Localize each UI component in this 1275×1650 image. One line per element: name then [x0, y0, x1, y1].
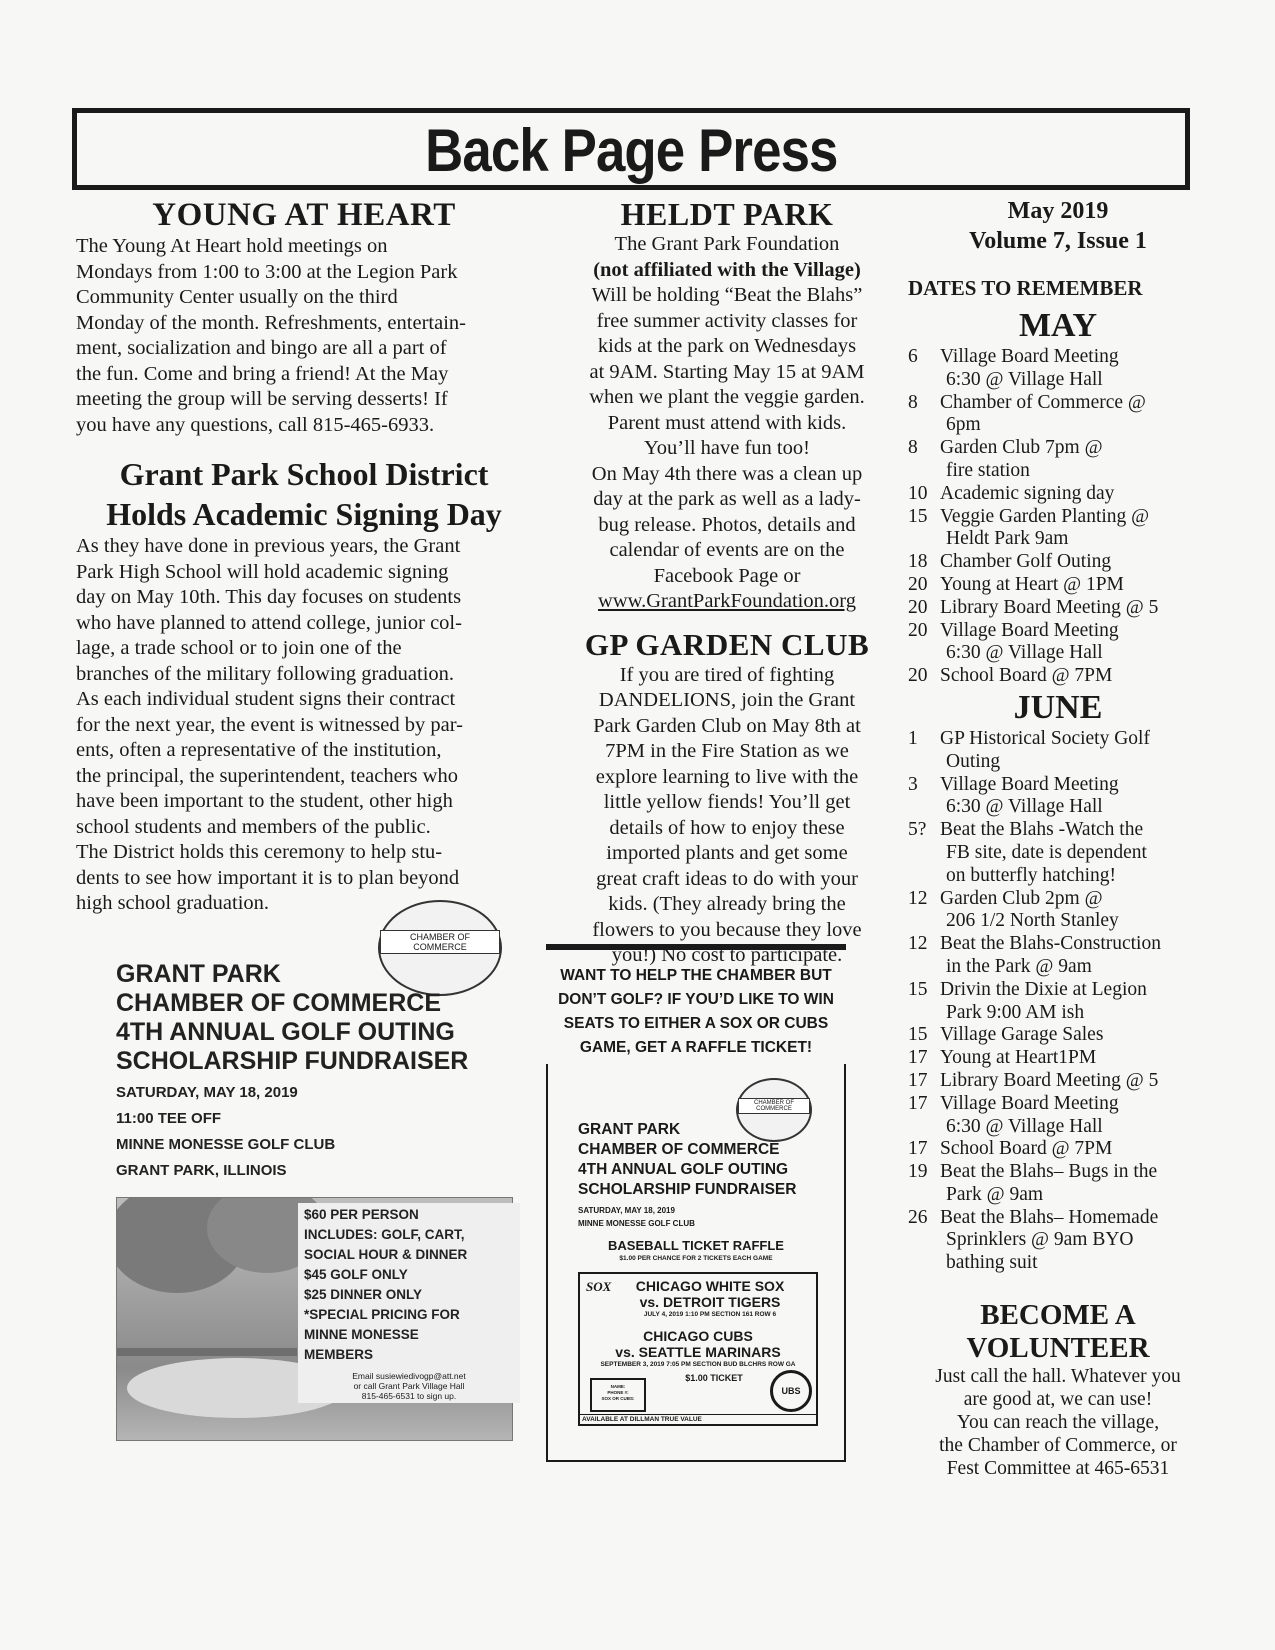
text-line: day on May 10th. This day focuses on students [76, 586, 462, 608]
event-day: 15 [908, 978, 928, 1000]
event-day [908, 528, 940, 551]
event-day [908, 642, 940, 665]
event-row [908, 665, 1208, 688]
price-line: SOCIAL HOUR & DINNER [304, 1247, 468, 1262]
event-text: Park @ 9am [946, 1183, 1044, 1205]
game-info: SEPTEMBER 3, 2019 7:05 PM SECTION BUD BLCHRS ROW GA [600, 1361, 796, 1368]
game-team: CHICAGO CUBS [643, 1328, 753, 1344]
raffle-heading [578, 1120, 828, 1230]
event-row [908, 1252, 1208, 1275]
masthead [72, 108, 1190, 190]
stub-field: SOX OR CUBS: [601, 1396, 635, 1401]
event-day [908, 796, 940, 819]
event-day: 12 [908, 933, 928, 955]
text-line: The District holds this ceremony to help stu- [76, 841, 443, 863]
event-day: 5? [908, 819, 927, 841]
event-text: on butterfly hatching! [946, 864, 1117, 886]
volunteer-line: the Chamber of Commerce, or [939, 1435, 1177, 1457]
newsletter-title: Back Page Press [424, 117, 838, 184]
price-line: *SPECIAL PRICING FOR [304, 1307, 460, 1322]
event-row [908, 506, 1208, 529]
text-line: school students and members of the public. [76, 815, 431, 838]
event-text: Garden Club 7pm @ [940, 437, 1103, 459]
event-day: 20 [908, 596, 928, 618]
event-row [908, 1047, 1208, 1070]
event-text: GP Historical Society Golf [940, 727, 1150, 749]
event-text: Beat the Blahs -Watch the [940, 819, 1144, 841]
event-text: 206 1/2 North Stanley [946, 910, 1119, 932]
raffle-date: SATURDAY, MAY 18, 2019 [578, 1206, 675, 1215]
event-row [908, 483, 1208, 506]
text-line: As each individual student signs their contract [76, 688, 456, 710]
volunteer-line: You can reach the village, [956, 1412, 1160, 1434]
ticket-stub [590, 1378, 646, 1412]
event-text: Beat the Blahs– Homemade [940, 1206, 1159, 1228]
event-row [908, 1161, 1208, 1184]
column-right [908, 196, 1208, 1480]
game-team: vs. SEATTLE MARINARS [615, 1344, 781, 1360]
text-line: lage, a trade school or to join one of the [76, 637, 402, 659]
event-row [908, 551, 1208, 574]
raffle-head-line: 4TH ANNUAL GOLF OUTING [578, 1161, 789, 1178]
event-row [908, 1024, 1208, 1047]
event-day: 19 [908, 1161, 928, 1183]
game-2 [590, 1328, 806, 1369]
text-line: ment, socialization and bingo are all a part of [76, 337, 447, 359]
text-line: The Young At Heart hold meetings on [76, 235, 388, 257]
event-row [908, 842, 1208, 865]
event-day: 17 [908, 1138, 928, 1160]
text-line: calendar of events are on the [609, 539, 845, 561]
raffle-head-line: CHAMBER OF COMMERCE [578, 1141, 780, 1158]
volunteer-line: Just call the hall. Whatever you [935, 1366, 1181, 1388]
event-row [908, 888, 1208, 911]
event-text: Village Board Meeting [940, 773, 1119, 795]
text-line: flowers to you because they love [592, 918, 862, 941]
event-text: Beat the Blahs-Construction [940, 933, 1161, 955]
event-text: Young at Heart1PM [940, 1047, 1097, 1069]
heldt-park-title: HELDT PARK [620, 196, 834, 232]
event-day [908, 414, 940, 437]
contact-line: 815-465-6531 to sign up. [361, 1391, 457, 1401]
text-line: day at the park as well as a lady- [593, 488, 861, 510]
raffle-club: MINNE MONESSE GOLF CLUB [578, 1219, 695, 1228]
event-day [908, 1229, 940, 1252]
title-line: Grant Park School District [119, 456, 489, 492]
event-row [908, 933, 1208, 956]
flyer-venue: MINNE MONESSE GOLF CLUB [116, 1136, 336, 1153]
game-info: JULY 4, 2019 1:10 PM SECTION 161 ROW 6 [643, 1311, 777, 1318]
seal-band-text: CHAMBER OF COMMERCE [380, 930, 500, 954]
event-text: Beat the Blahs– Bugs in the [940, 1161, 1158, 1183]
contact-line: or call Grant Park Village Hall [353, 1381, 465, 1391]
event-day [908, 369, 940, 392]
event-row [908, 910, 1208, 933]
raffle-head-line: GRANT PARK [578, 1121, 681, 1138]
event-row [908, 597, 1208, 620]
event-row [908, 1184, 1208, 1207]
column-left [76, 196, 532, 917]
young-at-heart-title: YOUNG AT HEART [152, 197, 456, 233]
event-row [908, 728, 1208, 751]
event-text: 6:30 @ Village Hall [946, 642, 1103, 664]
flyer-date: SATURDAY, MAY 18, 2019 [116, 1084, 298, 1101]
event-row [908, 574, 1208, 597]
event-text: 6:30 @ Village Hall [946, 796, 1103, 818]
event-text: Village Garage Sales [940, 1024, 1104, 1046]
text-line: who have planned to attend college, junior col- [76, 611, 462, 634]
raffle-intro-line: WANT TO HELP THE CHAMBER BUT [560, 967, 832, 984]
event-day: 3 [908, 773, 918, 795]
not-affiliated-note: (not affiliated with the Village) [593, 258, 861, 281]
raffle-intro [546, 944, 846, 1060]
event-day: 1 [908, 727, 918, 749]
text-line: the principal, the superintendent, teachers who [76, 764, 458, 787]
game-team: vs. DETROIT TIGERS [639, 1294, 781, 1310]
event-text: Park 9:00 AM ish [946, 1001, 1085, 1023]
event-row [908, 528, 1208, 551]
raffle-subtitle: $1.00 PER CHANCE FOR 2 TICKETS EACH GAME [619, 1255, 773, 1262]
event-row [908, 346, 1208, 369]
text-line: The Grant Park Foundation [614, 233, 840, 255]
flyer-head-line: CHAMBER OF COMMERCE [116, 989, 441, 1017]
event-text: bathing suit [946, 1252, 1038, 1274]
game-team: CHICAGO WHITE SOX [635, 1278, 785, 1294]
text-line: If you are tired of fighting [619, 663, 835, 686]
event-text: Village Board Meeting [940, 619, 1119, 641]
raffle-flyer [546, 1064, 846, 1462]
volunteer-title-line: BECOME A [980, 1299, 1136, 1332]
event-text: Chamber of Commerce @ [940, 391, 1146, 413]
event-text: 6:30 @ Village Hall [946, 1115, 1103, 1137]
event-text: Young at Heart @ 1PM [940, 573, 1124, 595]
event-day [908, 956, 940, 979]
text-line: branches of the military following graduation. [76, 662, 455, 685]
event-text: FB site, date is dependent [946, 841, 1147, 863]
month-june: JUNE [1013, 688, 1103, 726]
event-day [908, 1002, 940, 1025]
may-events-list [908, 346, 1208, 688]
event-row [908, 620, 1208, 643]
event-day: 20 [908, 665, 928, 687]
text-line: Monday of the month. Refreshments, entertain- [76, 311, 466, 334]
flyer-time: 11:00 TEE OFF [116, 1110, 222, 1127]
event-text: Chamber Golf Outing [940, 551, 1112, 573]
text-line: free summer activity classes for [596, 309, 858, 332]
text-line: On May 4th there was a clean up [591, 462, 863, 485]
dates-heading: DATES TO REMEMBER [908, 276, 1143, 300]
text-line: high school graduation. [76, 892, 270, 914]
event-row [908, 1207, 1208, 1230]
event-day: 8 [908, 391, 918, 413]
event-day: 8 [908, 437, 918, 459]
text-line: imported plants and get some [606, 842, 848, 864]
event-text: Library Board Meeting @ 5 [940, 1069, 1159, 1091]
raffle-intro-line: SEATS TO EITHER A SOX OR CUBS [563, 1015, 829, 1032]
text-line: As they have done in previous years, the Grant [76, 535, 461, 557]
text-line: at 9AM. Starting May 15 at 9AM [589, 360, 865, 383]
cubs-logo-icon: UBS [770, 1370, 812, 1412]
garden-club-title: GP GARDEN CLUB [584, 626, 870, 662]
signing-day-title [76, 454, 532, 534]
text-line: meeting the group will be serving desserts! If [76, 388, 448, 410]
flyer-head-line: GRANT PARK [116, 960, 281, 988]
event-row [908, 1070, 1208, 1093]
event-text: Garden Club 2pm @ [940, 887, 1103, 909]
raffle-intro-line: DON’T GOLF? IF YOU’D LIKE TO WIN [558, 991, 834, 1008]
price-line: MINNE MONESSE [304, 1327, 419, 1342]
volunteer-title-line: VOLUNTEER [966, 1332, 1150, 1365]
issue-volume: Volume 7, Issue 1 [969, 228, 1147, 254]
game-1 [610, 1278, 810, 1319]
text-line: Parent must attend with kids. [607, 411, 847, 434]
text-line: you!) No cost to participate. [611, 944, 843, 966]
text-line: the fun. Come and bring a friend! At the May [76, 362, 449, 385]
volunteer-title [908, 1299, 1208, 1365]
raffle-intro-line: GAME, GET A RAFFLE TICKET! [579, 1039, 813, 1056]
event-day: 10 [908, 482, 928, 504]
contact-line: Email susiewiedivogp@att.net [352, 1371, 466, 1381]
event-text: fire station [946, 459, 1030, 481]
text-line: Will be holding “Beat the Blahs” [591, 284, 863, 306]
text-line: Community Center usually on the third [76, 286, 398, 308]
stub-field: PHONE #: [607, 1390, 629, 1395]
event-day: 17 [908, 1092, 928, 1114]
event-text: 6:30 @ Village Hall [946, 368, 1103, 390]
raffle-title: BASEBALL TICKET RAFFLE [608, 1238, 784, 1253]
event-day [908, 1184, 940, 1207]
event-row [908, 774, 1208, 797]
event-row [908, 437, 1208, 460]
event-text: Library Board Meeting @ 5 [940, 596, 1159, 618]
event-row [908, 956, 1208, 979]
volunteer-line: are good at, we can use! [963, 1389, 1153, 1411]
young-at-heart-body [76, 234, 532, 438]
event-row [908, 1002, 1208, 1025]
event-text: Heldt Park 9am [946, 528, 1069, 550]
event-day: 15 [908, 1024, 928, 1046]
event-day: 18 [908, 551, 928, 573]
text-line: for the next year, the event is witnessed by par- [76, 713, 463, 736]
text-line: ents, often a representative of the institution, [76, 739, 442, 761]
event-text: Village Board Meeting [940, 346, 1119, 367]
event-row [908, 414, 1208, 437]
text-line: Park Garden Club on May 8th at [593, 714, 861, 737]
price-line: $60 PER PERSON [304, 1207, 419, 1222]
issue-date: May 2019 [1007, 198, 1109, 224]
event-row [908, 979, 1208, 1002]
event-row [908, 1138, 1208, 1161]
text-line: Mondays from 1:00 to 3:00 at the Legion Park [76, 260, 458, 283]
event-day [908, 460, 940, 483]
event-row [908, 369, 1208, 392]
flyer-head-line: SCHOLARSHIP FUNDRAISER [116, 1047, 469, 1075]
event-day [908, 1116, 940, 1139]
text-line: Facebook Page or [653, 564, 801, 587]
text-line: kids at the park on Wednesdays [597, 335, 857, 357]
event-row [908, 1229, 1208, 1252]
text-line: great craft ideas to do with your [596, 867, 858, 890]
text-line: little yellow fiends! You’ll get [603, 791, 851, 813]
text-line: details of how to enjoy these [609, 816, 845, 839]
event-day: 17 [908, 1069, 928, 1091]
text-line: explore learning to live with the [595, 765, 859, 788]
event-day [908, 865, 940, 888]
raffle-footer: AVAILABLE AT DILLMAN TRUE VALUE [580, 1414, 818, 1424]
foundation-website-link[interactable]: www.GrantParkFoundation.org [598, 590, 856, 612]
event-day: 17 [908, 1047, 928, 1069]
price-line: INCLUDES: GOLF, CART, [304, 1227, 465, 1242]
flyer-location: GRANT PARK, ILLINOIS [116, 1162, 287, 1179]
event-row [908, 751, 1208, 774]
text-line: Park High School will hold academic signing [76, 560, 449, 583]
event-day [908, 1252, 940, 1275]
event-day: 6 [908, 346, 918, 367]
ticket-price-text: $1.00 TICKET [685, 1373, 743, 1383]
price-line: $25 DINNER ONLY [304, 1287, 423, 1302]
title-line: Holds Academic Signing Day [106, 496, 502, 532]
event-text: 6pm [946, 414, 981, 436]
event-row [908, 1093, 1208, 1116]
raffle-ticket [578, 1272, 818, 1426]
text-line: kids. (They already bring the [608, 893, 846, 915]
price-list [298, 1203, 520, 1403]
text-line: when we plant the veggie garden. [589, 386, 865, 408]
event-row [908, 460, 1208, 483]
ticket-price [664, 1374, 764, 1383]
white-sox-logo-icon: SOX [586, 1279, 612, 1294]
text-line: you have any questions, call 815-465-6933. [76, 413, 435, 436]
seal-band-text: CHAMBER OF COMMERCE [738, 1098, 810, 1114]
event-day: 12 [908, 887, 928, 909]
price-line: $45 GOLF ONLY [304, 1267, 408, 1282]
event-row [908, 819, 1208, 842]
event-day: 20 [908, 573, 928, 595]
text-line: dents to see how important it is to plan beyond [76, 866, 460, 889]
price-line: MEMBERS [304, 1347, 374, 1362]
event-row [908, 865, 1208, 888]
text-line: You’ll have fun too! [644, 437, 810, 459]
event-row [908, 796, 1208, 819]
flyer-head-line: 4TH ANNUAL GOLF OUTING [116, 1018, 455, 1046]
month-may: MAY [1018, 307, 1098, 344]
event-day [908, 751, 940, 774]
raffle-title-block [568, 1238, 824, 1263]
event-day [908, 910, 940, 933]
event-day: 26 [908, 1206, 928, 1228]
text-line: 7PM in the Fire Station as we [605, 740, 849, 762]
event-day [908, 842, 940, 865]
event-text: Veggie Garden Planting @ [940, 505, 1150, 527]
event-text: Drivin the Dixie at Legion [940, 978, 1147, 1000]
text-line: have been important to the student, other high [76, 790, 453, 812]
signing-day-body [76, 534, 532, 917]
golf-flyer [116, 960, 516, 1184]
event-text: Academic signing day [940, 482, 1115, 504]
event-text: School Board @ 7PM [940, 665, 1113, 687]
event-row [908, 392, 1208, 415]
volunteer-line: Fest Committee at 465-6531 [946, 1458, 1170, 1480]
event-day: 15 [908, 505, 928, 527]
column-middle [562, 196, 892, 969]
event-day: 20 [908, 619, 928, 641]
event-row [908, 1116, 1208, 1139]
event-text: Village Board Meeting [940, 1092, 1119, 1114]
event-row [908, 642, 1208, 665]
raffle-head-line: SCHOLARSHIP FUNDRAISER [578, 1181, 797, 1198]
stub-field: NAME: [610, 1384, 626, 1389]
june-events-list [908, 728, 1208, 1275]
event-text: School Board @ 7PM [940, 1138, 1113, 1160]
text-line: DANDELIONS, join the Grant [598, 689, 856, 711]
event-text: Outing [946, 750, 1001, 772]
event-text: in the Park @ 9am [946, 955, 1092, 977]
text-line: bug release. Photos, details and [598, 513, 856, 536]
event-text: Sprinklers @ 9am BYO [946, 1229, 1134, 1251]
